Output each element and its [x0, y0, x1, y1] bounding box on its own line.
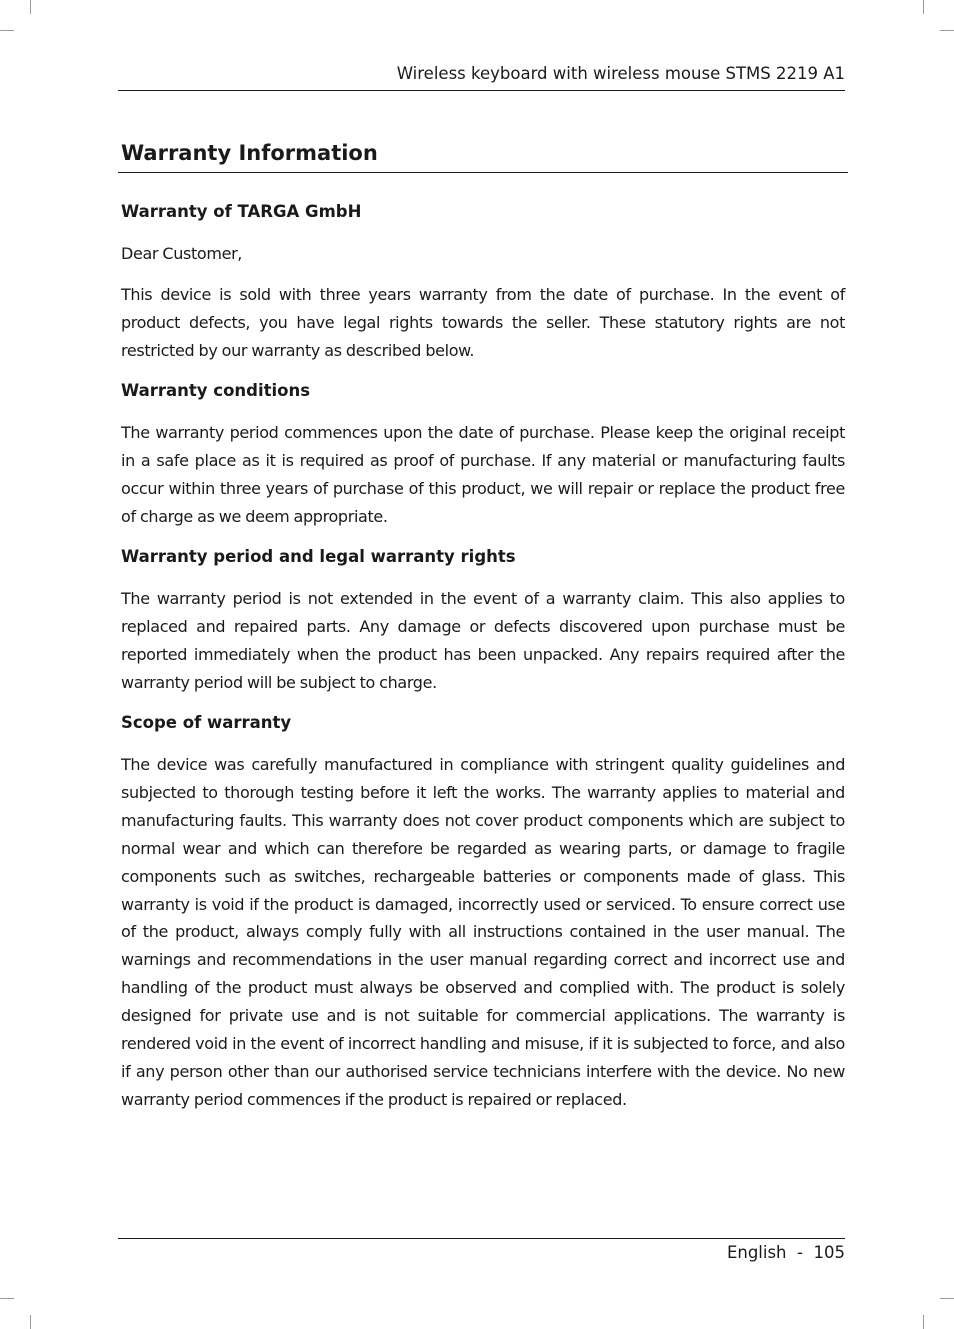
salutation: Dear Customer, [121, 244, 243, 263]
section-heading-scope-of-warranty: Scope of warranty [121, 713, 292, 732]
scope-of-warranty-paragraph: The device was carefully manufactured in compliance with stringent quality guidelines and subjected to thorough testing before it left the works. The warranty applies to material and manufacturing faults. This warranty does not cover product components which are subject to normal wear and which can therefore be regarded as wearing parts, or damage to fragile components such as switches, rechargeable batteries or components made of glass. This warranty is void if the product is damaged, incorrectly used or serviced. To ensure correct use of the product, always comply fully with all instructions contained in the user manual. The warnings and recommendations in the user manual regarding correct and incorrect use and handling of the product must always be observed and complied with. The product is solely designed for private use and is not suitable for commercial applications. The warranty is rendered void in the event of incorrect handling and misuse, if it is subjected to force, and also if any person other than our authorised service technicians interfere with the device. No new warranty period commences if the product is repaired or replaced. [121, 755, 845, 1109]
crop-mark-bottom-right-h [940, 1298, 954, 1299]
page-number: 105 [813, 1243, 845, 1262]
section-heading-warranty-conditions: Warranty conditions [121, 381, 311, 400]
crop-mark-bottom-right [923, 1315, 924, 1329]
page-footer [118, 1242, 845, 1264]
warranty-period-paragraph: The warranty period is not extended in the event of a warranty claim. This also applies to replaced and repaired parts. Any damage or defects discovered upon purchase must be reported immediately when the product has been unpacked. Any repairs required after the warranty period will be subject to charge. [121, 589, 845, 692]
page-title: Warranty Information [121, 141, 378, 165]
crop-mark-top-right [923, 0, 924, 14]
section-heading-targa-warranty: Warranty of TARGA GmbH [121, 202, 362, 221]
warranty-conditions-paragraph: The warranty period commences upon the date of purchase. Please keep the original receipt in a safe place as it is required as proof of purchase. If any material or manufacturing faults occur within three years of purchase of this product, we will repair or replace the product free of charge as we deem appropriate. [121, 423, 845, 526]
crop-mark-bottom-left-h [0, 1298, 14, 1299]
section-heading-warranty-period: Warranty period and legal warranty rights [121, 547, 516, 566]
crop-mark-top-right-h [940, 30, 954, 31]
footer-language: English [726, 1243, 787, 1262]
title-divider [118, 172, 848, 173]
header-divider [118, 90, 845, 91]
crop-mark-top-left-h [0, 30, 14, 31]
crop-mark-top-left [30, 0, 31, 14]
running-header: Wireless keyboard with wireless mouse STMS 2219 A1 [396, 64, 845, 83]
footer-divider [118, 1238, 845, 1239]
crop-mark-bottom-left [30, 1315, 31, 1329]
footer-separator: - [797, 1243, 803, 1262]
intro-paragraph: This device is sold with three years warranty from the date of purchase. In the event of product defects, you have legal rights towards the seller. These statutory rights are not restricted by our warranty as described below. [121, 285, 845, 360]
